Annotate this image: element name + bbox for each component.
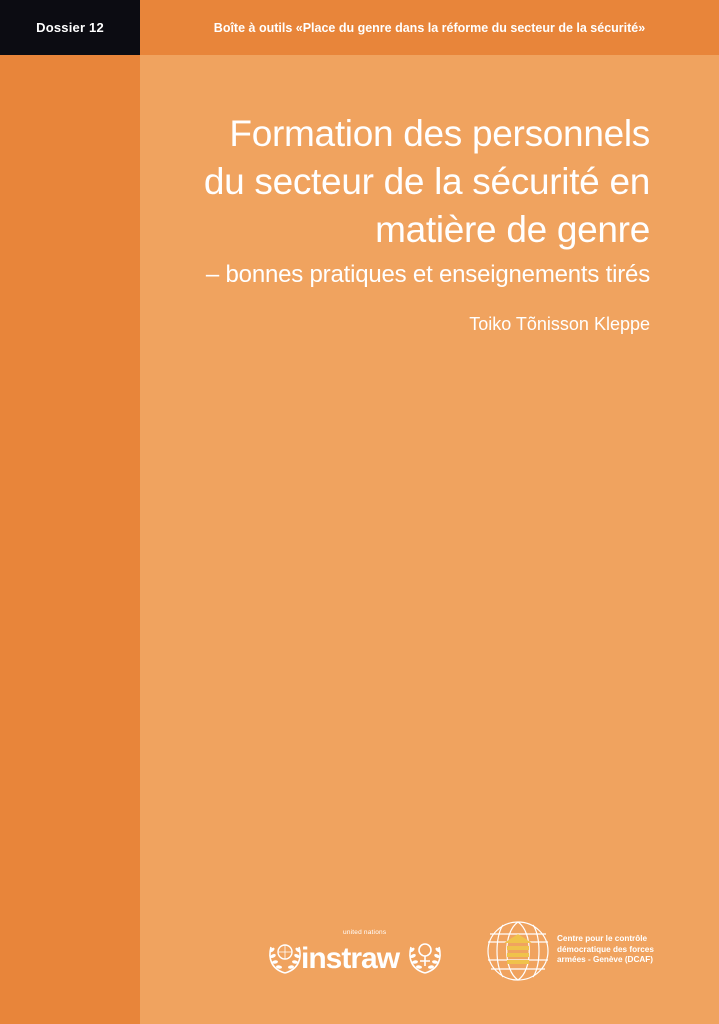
dcaf-line-3: armées - Genève (DCAF) — [557, 955, 654, 964]
author-name: Toiko Tõnisson Kleppe — [469, 314, 650, 334]
title-line-1: Formation des personnels — [229, 113, 650, 154]
title-line-2: du secteur de la sécurité en — [203, 161, 650, 202]
dcaf-name-text — [557, 934, 654, 966]
cover-body — [140, 55, 719, 1024]
instraw-tagline: united nations — [343, 929, 387, 936]
title-block — [140, 110, 680, 336]
toolkit-title-label: Boîte à outils «Place du genre dans la réforme du secteur de la sécurité» — [213, 20, 646, 35]
laurel-wreath-icon — [405, 936, 445, 976]
laurel-wreath-icon — [265, 936, 305, 976]
dossier-number-label: Dossier 12 — [36, 20, 104, 35]
page-subtitle: – bonnes pratiques et enseignements tirés — [205, 261, 650, 288]
header-band — [140, 0, 719, 55]
left-spine — [0, 0, 140, 1024]
logo-row — [140, 924, 719, 994]
dcaf-line-1: Centre pour le contrôle — [557, 934, 648, 943]
instraw-logo — [265, 924, 445, 986]
dcaf-logo — [485, 920, 695, 986]
dcaf-globe-icon — [485, 920, 551, 982]
title-line-3: matière de genre — [375, 209, 650, 250]
dcaf-line-2: démocratique des forces — [557, 944, 654, 954]
page-title — [140, 110, 650, 254]
dossier-band — [0, 0, 140, 55]
instraw-wordmark: instraw — [301, 942, 400, 975]
